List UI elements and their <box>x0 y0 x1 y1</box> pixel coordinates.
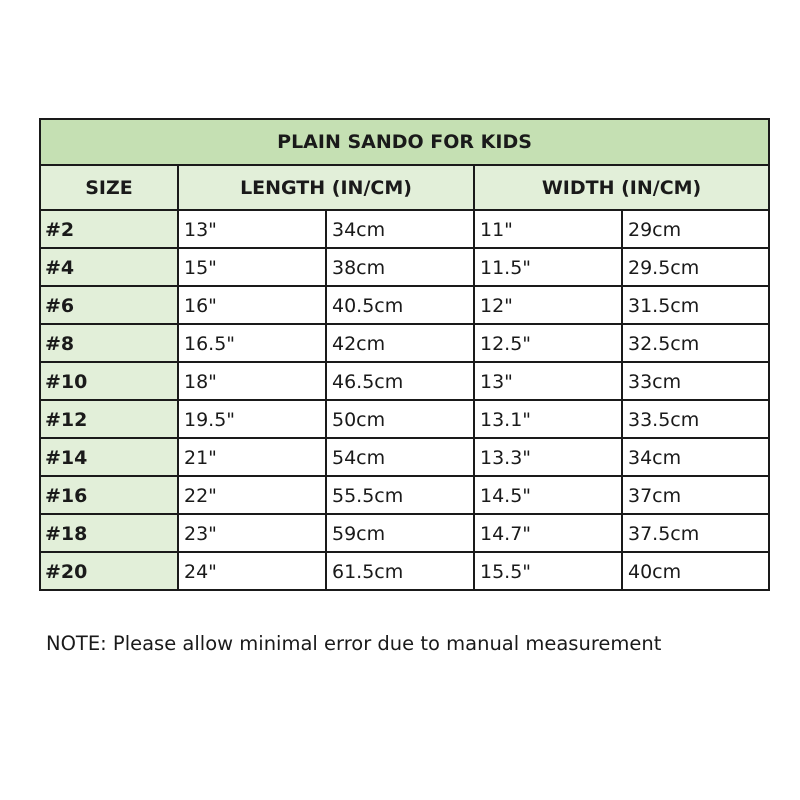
table-row <box>40 210 769 248</box>
length-in-cell: 18" <box>178 362 326 400</box>
measurement-note: NOTE: Please allow minimal error due to manual measurement <box>46 632 662 655</box>
width-in-cell: 12.5" <box>474 324 622 362</box>
table-row <box>40 514 769 552</box>
width-in-cell: 12" <box>474 286 622 324</box>
length-in-cell: 16.5" <box>178 324 326 362</box>
length-cm-cell: 61.5cm <box>326 552 474 590</box>
size-header: SIZE <box>40 165 178 210</box>
size-chart-table <box>39 118 770 591</box>
width-cm-cell: 29cm <box>622 210 769 248</box>
width-cm-cell: 37.5cm <box>622 514 769 552</box>
width-in-cell: 15.5" <box>474 552 622 590</box>
width-in-cell: 13.1" <box>474 400 622 438</box>
size-cell: #14 <box>40 438 178 476</box>
table-row <box>40 552 769 590</box>
size-cell: #8 <box>40 324 178 362</box>
length-header: LENGTH (IN/CM) <box>178 165 474 210</box>
width-in-cell: 14.7" <box>474 514 622 552</box>
length-in-cell: 21" <box>178 438 326 476</box>
length-cm-cell: 54cm <box>326 438 474 476</box>
table-header-row <box>40 165 769 210</box>
width-cm-cell: 33.5cm <box>622 400 769 438</box>
length-in-cell: 16" <box>178 286 326 324</box>
size-cell: #10 <box>40 362 178 400</box>
length-cm-cell: 38cm <box>326 248 474 286</box>
width-in-cell: 13" <box>474 362 622 400</box>
width-cm-cell: 33cm <box>622 362 769 400</box>
table-row <box>40 476 769 514</box>
length-cm-cell: 55.5cm <box>326 476 474 514</box>
length-cm-cell: 59cm <box>326 514 474 552</box>
width-cm-cell: 32.5cm <box>622 324 769 362</box>
length-cm-cell: 34cm <box>326 210 474 248</box>
size-cell: #18 <box>40 514 178 552</box>
length-cm-cell: 50cm <box>326 400 474 438</box>
width-in-cell: 14.5" <box>474 476 622 514</box>
length-in-cell: 23" <box>178 514 326 552</box>
size-cell: #2 <box>40 210 178 248</box>
table-row <box>40 324 769 362</box>
table-row <box>40 248 769 286</box>
length-in-cell: 15" <box>178 248 326 286</box>
table-row <box>40 286 769 324</box>
table-body <box>40 210 769 590</box>
length-cm-cell: 40.5cm <box>326 286 474 324</box>
table-row <box>40 400 769 438</box>
table-row <box>40 438 769 476</box>
width-cm-cell: 37cm <box>622 476 769 514</box>
table-title-row <box>40 119 769 165</box>
width-in-cell: 11.5" <box>474 248 622 286</box>
width-cm-cell: 40cm <box>622 552 769 590</box>
length-cm-cell: 46.5cm <box>326 362 474 400</box>
table-title: PLAIN SANDO FOR KIDS <box>40 119 769 165</box>
length-in-cell: 24" <box>178 552 326 590</box>
width-cm-cell: 29.5cm <box>622 248 769 286</box>
size-cell: #12 <box>40 400 178 438</box>
table-row <box>40 362 769 400</box>
width-cm-cell: 34cm <box>622 438 769 476</box>
width-header: WIDTH (IN/CM) <box>474 165 769 210</box>
width-in-cell: 13.3" <box>474 438 622 476</box>
width-in-cell: 11" <box>474 210 622 248</box>
length-in-cell: 19.5" <box>178 400 326 438</box>
length-in-cell: 13" <box>178 210 326 248</box>
size-cell: #4 <box>40 248 178 286</box>
width-cm-cell: 31.5cm <box>622 286 769 324</box>
size-cell: #6 <box>40 286 178 324</box>
size-cell: #16 <box>40 476 178 514</box>
length-cm-cell: 42cm <box>326 324 474 362</box>
size-cell: #20 <box>40 552 178 590</box>
length-in-cell: 22" <box>178 476 326 514</box>
